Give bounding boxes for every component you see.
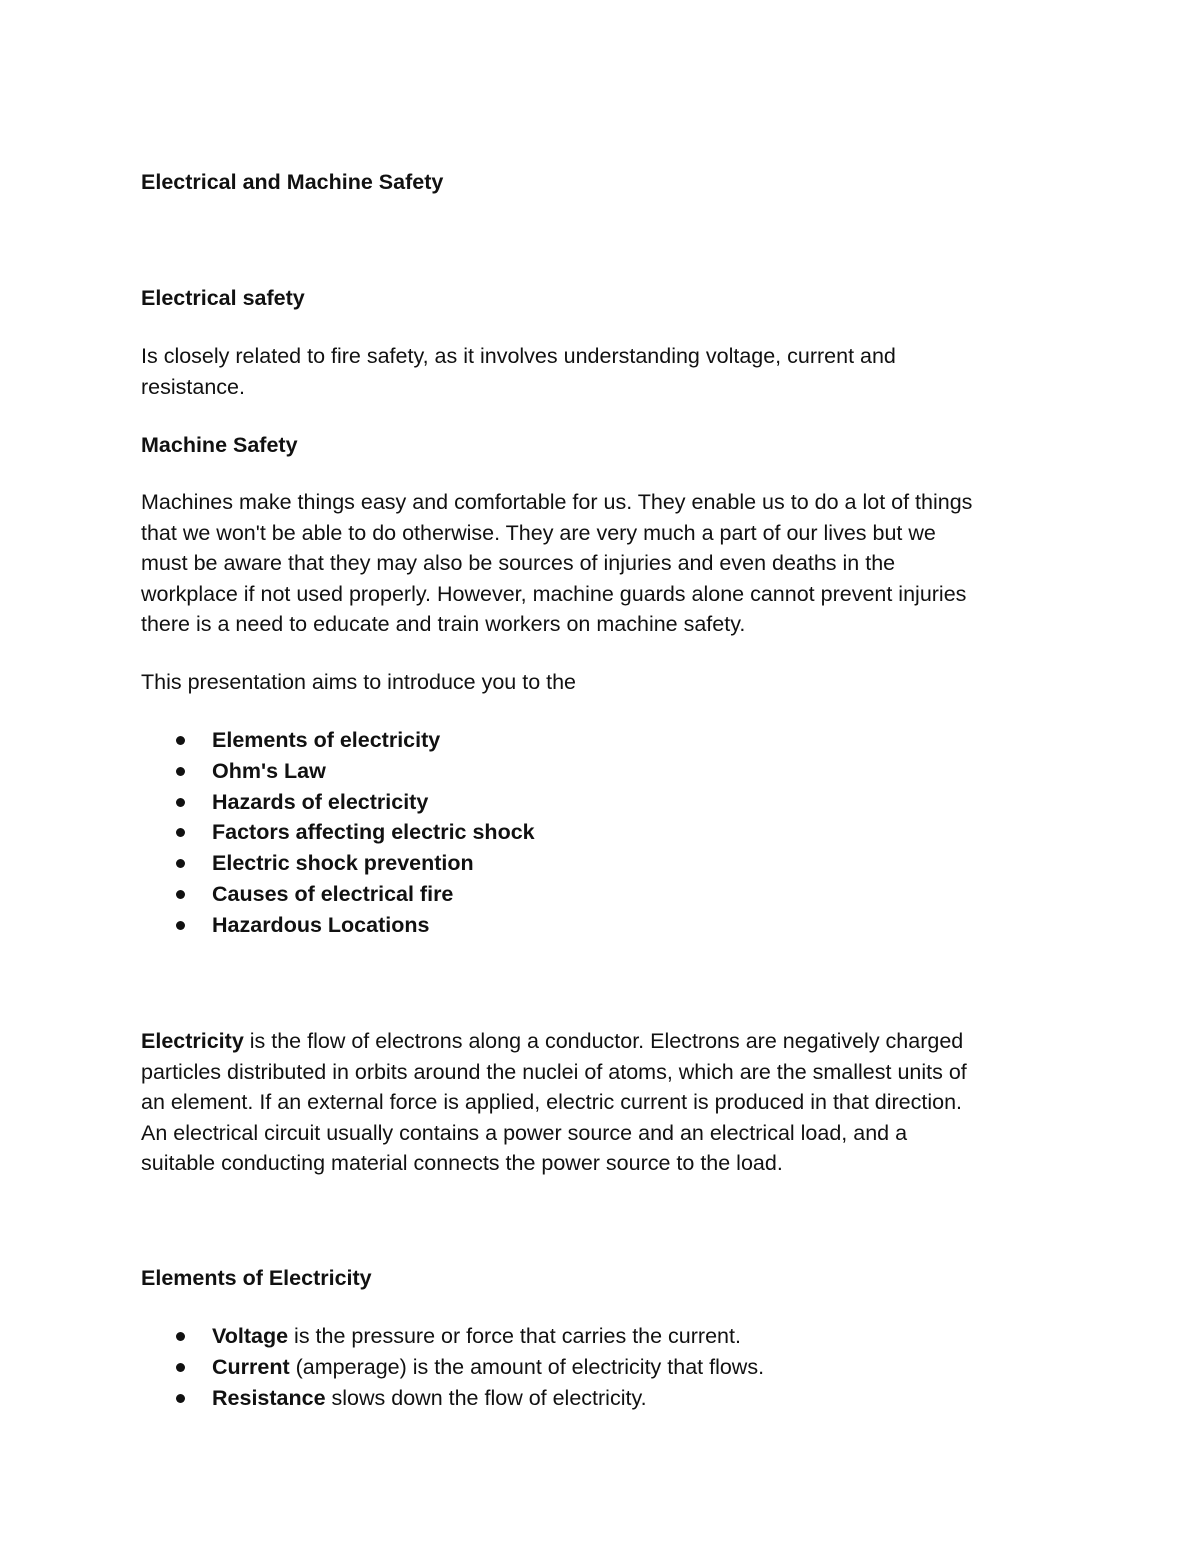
paragraph-line: Is closely related to fire safety, as it involves understanding voltage, current and [141,344,896,368]
topics-list [141,725,535,941]
bullet-icon [176,1363,185,1372]
paragraph-line: an element. If an external force is applied, electric current is produced in that direction. [141,1090,963,1115]
machine-safety-paragraph [141,487,1056,640]
paragraph-line: workplace if not used properly. However, machine guards alone cannot prevent injuries [141,581,967,606]
list-item: Factors affecting electric shock [141,817,535,848]
paragraph-line: An electrical circuit usually contains a power source and an electrical load, and a [141,1120,908,1145]
bullet-icon [176,736,185,745]
electrical-safety-heading: Electrical safety [141,286,305,310]
machine-safety-heading: Machine Safety [141,433,298,457]
list-item: Ohm's Law [141,756,535,787]
list-item: Hazards of electricity [141,787,535,818]
bullet-icon [176,890,185,899]
paragraph-line: that we won't be able to do otherwise. They are very much a part of our lives but we [141,520,936,545]
electricity-paragraph [141,1026,1056,1179]
bullet-icon [176,921,185,930]
list-item: Causes of electrical fire [141,879,535,910]
paragraph-line: Electricity is the flow of electrons along a conductor. Electrons are negatively charged [141,1029,964,1053]
elements-list [141,1321,764,1413]
paragraph-line: must be aware that they may also be sources of injuries and even deaths in the [141,551,896,576]
paragraph-line: particles distributed in orbits around the nuclei of atoms, which are the smallest units of [141,1059,967,1084]
bullet-icon [176,859,185,868]
bullet-icon [176,1332,185,1341]
presentation-intro: This presentation aims to introduce you to the [141,670,577,694]
document-title: Electrical and Machine Safety [141,170,444,194]
paragraph-line: suitable conducting material connects the power source to the load. [141,1151,783,1176]
list-item: Electric shock prevention [141,848,535,879]
electricity-term: Electricity [141,1029,244,1053]
list-item: Hazardous Locations [141,910,535,941]
list-item: Elements of electricity [141,725,535,756]
bullet-icon [176,828,185,837]
electrical-safety-paragraph [141,341,1056,402]
bullet-icon [176,1394,185,1403]
paragraph-line: Machines make things easy and comfortable for us. They enable us to do a lot of things [141,490,973,514]
list-item: Voltage is the pressure or force that carries the current. [141,1321,764,1352]
list-item: Resistance slows down the flow of electricity. [141,1383,764,1414]
bullet-icon [176,798,185,807]
paragraph-line: resistance. [141,374,245,399]
list-item: Current (amperage) is the amount of electricity that flows. [141,1352,764,1383]
paragraph-line: there is a need to educate and train workers on machine safety. [141,612,746,637]
bullet-icon [176,767,185,776]
elements-heading: Elements of Electricity [141,1266,372,1290]
